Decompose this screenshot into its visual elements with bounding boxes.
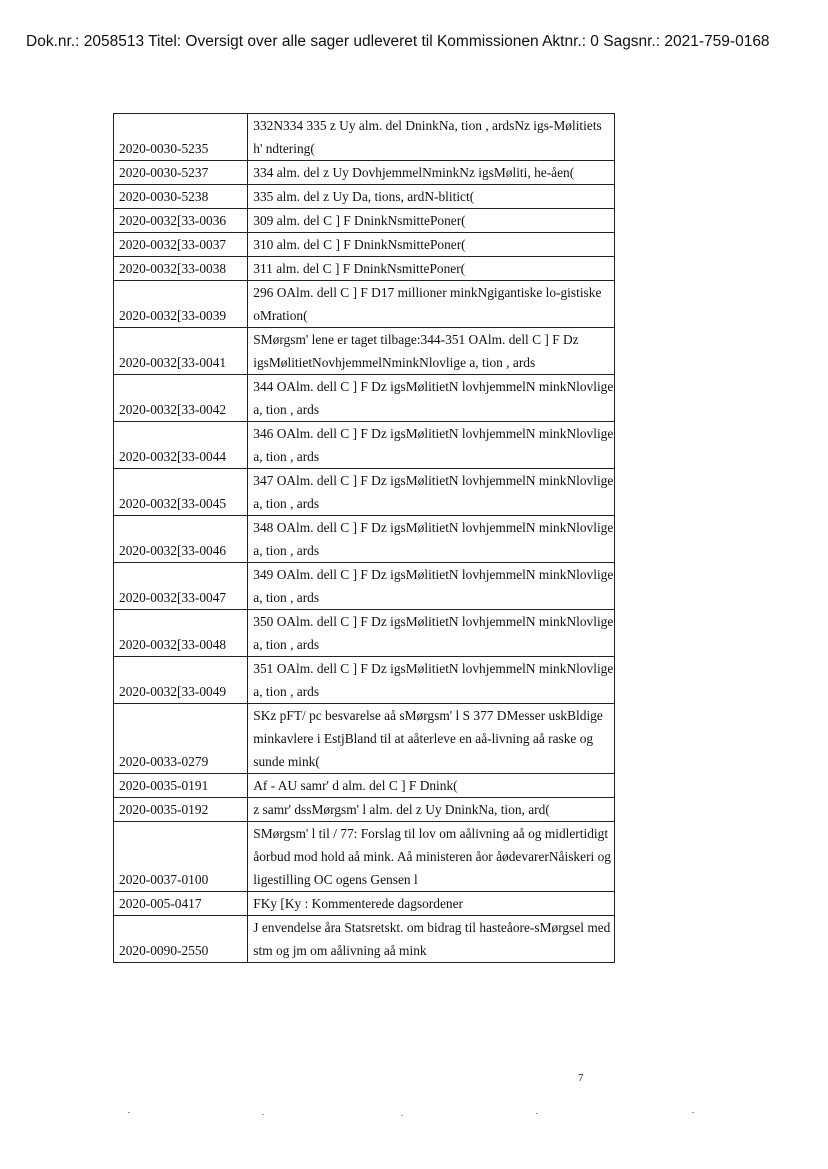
table-row — [114, 114, 615, 161]
scan-speck — [128, 1112, 130, 1113]
case-title-cell: 347 OAlm. dell C ] F Dz igsMølitietN lovhjemmelN minkNlovlige a, tion , ards — [248, 469, 615, 516]
case-title-cell: 334 alm. del z Uy DovhjemmelNminkNz igsMøliti, he-åen( — [248, 161, 615, 185]
case-number-cell: 2020-0032[33-0041 — [114, 328, 248, 375]
case-number-cell: 2020-0035-0192 — [114, 798, 248, 822]
table-row — [114, 610, 615, 657]
case-number-cell: 2020-0090-2550 — [114, 916, 248, 963]
case-title-cell: SMørgsm' lene er taget tilbage:344-351 OAlm. dell C ] F Dz igsMølitietNovhjemmelNminkNlovlige a, tion , ards — [248, 328, 615, 375]
table-row — [114, 257, 615, 281]
case-number-cell: 2020-0035-0191 — [114, 774, 248, 798]
case-number-cell: 2020-0030-5237 — [114, 161, 248, 185]
case-title-cell: J envendelse åra Statsretskt. om bidrag til hasteåore-sMørgsel med stm og jm om aålivning aå mink — [248, 916, 615, 963]
table-row — [114, 657, 615, 704]
case-title-cell: 350 OAlm. dell C ] F Dz igsMølitietN lovhjemmelN minkNlovlige a, tion , ards — [248, 610, 615, 657]
case-number-cell: 2020-0032[33-0036 — [114, 209, 248, 233]
case-number-cell: 2020-0032[33-0038 — [114, 257, 248, 281]
page-number: 7 — [578, 1072, 584, 1084]
table-row — [114, 281, 615, 328]
case-number-cell: 2020-0032[33-0049 — [114, 657, 248, 704]
case-table — [113, 113, 615, 963]
case-title-cell: SMørgsm' l til / 77: Forslag til lov om aålivning aå og midlertidigt åorbud mod hold aå mink. Aå ministeren åor åødevarerNåiskeri og ligestilling OC ogens Gensen l — [248, 822, 615, 892]
case-title-cell: 346 OAlm. dell C ] F Dz igsMølitietN lovhjemmelN minkNlovlige a, tion , ards — [248, 422, 615, 469]
case-number-cell: 2020-0032[33-0039 — [114, 281, 248, 328]
case-number-cell: 2020-005-0417 — [114, 892, 248, 916]
scan-speck — [401, 1115, 403, 1116]
case-number-cell: 2020-0032[33-0045 — [114, 469, 248, 516]
table-row — [114, 516, 615, 563]
case-number-cell: 2020-0032[33-0044 — [114, 422, 248, 469]
table-row — [114, 328, 615, 375]
case-title-cell: FKy [Ky : Kommenterede dagsordener — [248, 892, 615, 916]
case-table-body — [114, 114, 615, 963]
document-header: Dok.nr.: 2058513 Titel: Oversigt over alle sager udleveret til Kommissionen Aktnr.: 0 Sagsnr.: 2021-759-0168 — [26, 33, 770, 50]
case-number-cell: 2020-0032[33-0042 — [114, 375, 248, 422]
table-row — [114, 798, 615, 822]
table-row — [114, 822, 615, 892]
case-number-cell: 2020-0030-5238 — [114, 185, 248, 209]
case-title-cell: 348 OAlm. dell C ] F Dz igsMølitietN lovhjemmelN minkNlovlige a, tion , ards — [248, 516, 615, 563]
case-number-cell: 2020-0037-0100 — [114, 822, 248, 892]
table-row — [114, 422, 615, 469]
case-number-cell: 2020-0032[33-0048 — [114, 610, 248, 657]
case-title-cell: 351 OAlm. dell C ] F Dz igsMølitietN lovhjemmelN minkNlovlige a, tion , ards — [248, 657, 615, 704]
table-row — [114, 209, 615, 233]
case-title-cell: 344 OAlm. dell C ] F Dz igsMølitietN lovhjemmelN minkNlovlige a, tion , ards — [248, 375, 615, 422]
scan-speck — [262, 1114, 264, 1115]
table-row — [114, 563, 615, 610]
case-title-cell: z samr' dssMørgsm' l alm. del z Uy DninkNa, tion, ard( — [248, 798, 615, 822]
case-title-cell: 332N334 335 z Uy alm. del DninkNa, tion , ardsNz igs-Mølitiets h' ndtering( — [248, 114, 615, 161]
case-title-cell: 296 OAlm. dell C ] F D17 millioner minkNgigantiske lo-gistiske oMration( — [248, 281, 615, 328]
case-title-cell: 335 alm. del z Uy Da, tions, ardN-blitict( — [248, 185, 615, 209]
case-number-cell: 2020-0030-5235 — [114, 114, 248, 161]
case-number-cell: 2020-0032[33-0037 — [114, 233, 248, 257]
case-number-cell: 2020-0033-0279 — [114, 704, 248, 774]
case-title-cell: Af - AU samr' d alm. del C ] F Dnink( — [248, 774, 615, 798]
table-row — [114, 469, 615, 516]
table-row — [114, 704, 615, 774]
case-title-cell: 349 OAlm. dell C ] F Dz igsMølitietN lovhjemmelN minkNlovlige a, tion , ards — [248, 563, 615, 610]
table-row — [114, 161, 615, 185]
table-row — [114, 892, 615, 916]
case-title-cell: 309 alm. del C ] F DninkNsmittePoner( — [248, 209, 615, 233]
table-row — [114, 774, 615, 798]
table-row — [114, 916, 615, 963]
case-number-cell: 2020-0032[33-0046 — [114, 516, 248, 563]
table-row — [114, 185, 615, 209]
case-title-cell: 311 alm. del C ] F DninkNsmittePoner( — [248, 257, 615, 281]
scan-speck — [692, 1112, 694, 1113]
case-number-cell: 2020-0032[33-0047 — [114, 563, 248, 610]
table-row — [114, 375, 615, 422]
case-title-cell: SKz pFT/ pc besvarelse aå sMørgsm' l S 377 DMesser uskBldige minkavlere i EstjBland til at aåterleve en aå-livning aå raske og sunde mink( — [248, 704, 615, 774]
scan-speck — [536, 1113, 538, 1114]
case-title-cell: 310 alm. del C ] F DninkNsmittePoner( — [248, 233, 615, 257]
table-row — [114, 233, 615, 257]
